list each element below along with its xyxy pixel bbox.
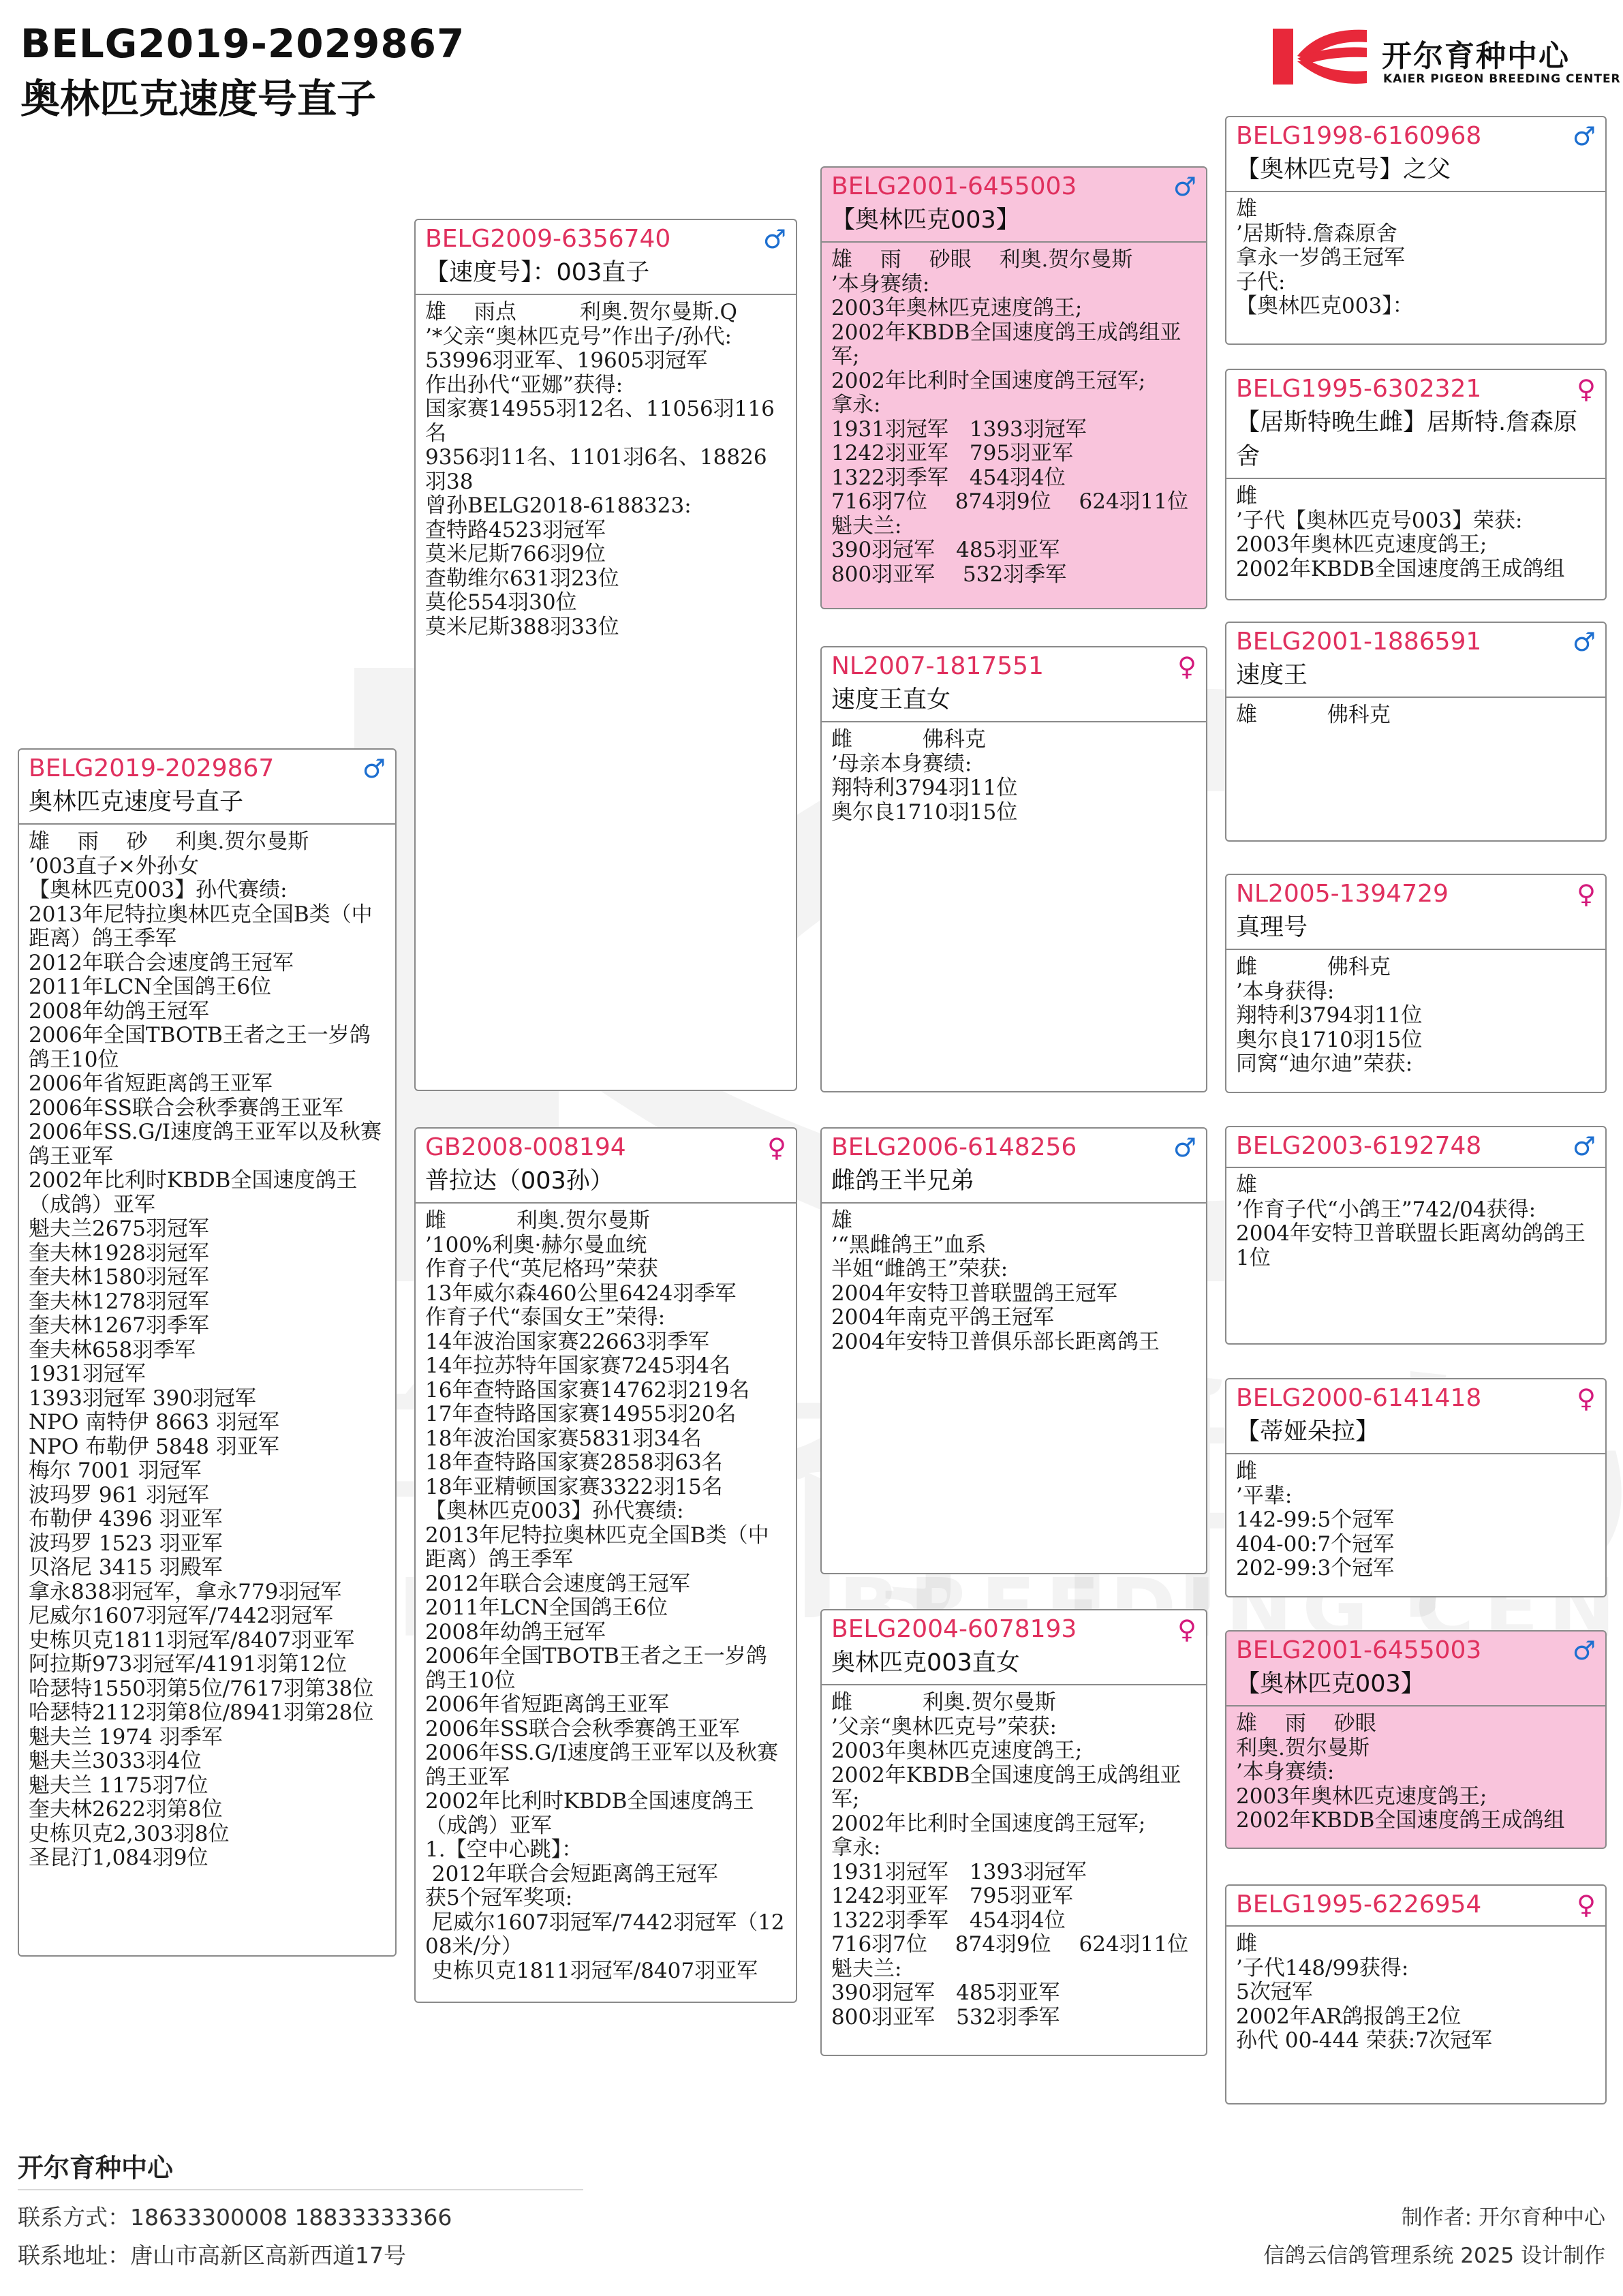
- footer-contact: 联系方式：18633300008 18833333366: [18, 2204, 452, 2231]
- male-symbol-icon: ♂: [362, 754, 386, 784]
- pigeon-name: 真理号: [1236, 914, 1308, 941]
- female-symbol-icon: ♀: [1577, 1383, 1596, 1413]
- female-symbol-icon: ♀: [1177, 652, 1196, 682]
- male-symbol-icon: ♂: [1572, 1131, 1596, 1161]
- pigeon-card-ssd[interactable]: [1225, 369, 1607, 600]
- pigeon-name: 奥林匹克速度号直子: [29, 789, 244, 816]
- ring-number: BELG2019-2029867: [29, 754, 275, 782]
- female-symbol-icon: ♀: [1177, 1614, 1196, 1644]
- pigeon-card-dss[interactable]: [1225, 1126, 1607, 1345]
- logo-text-cn: 开尔育种中心: [1382, 39, 1570, 74]
- ring-number: BELG1995-6226954: [1236, 1891, 1482, 1918]
- pigeon-name: 雌鸽王半兄弟: [831, 1167, 975, 1195]
- ring-number: BELG2006-6148256: [831, 1133, 1077, 1161]
- ring-number: BELG2001-6455003: [1236, 1636, 1482, 1664]
- page-title-name: 奥林匹克速度号直子: [20, 76, 377, 122]
- pigeon-card-dsd[interactable]: [1225, 1378, 1607, 1597]
- female-symbol-icon: ♀: [1577, 879, 1596, 909]
- pigeon-name: 【奥林匹克003】: [1236, 1670, 1425, 1698]
- ring-number: GB2008-008194: [425, 1133, 626, 1161]
- kaier-logo-icon: [1273, 26, 1368, 87]
- pigeon-notes: 雌 ’平辈: 142-99:5个冠军 404-00:7个冠军 202-99:3个冠军: [1236, 1459, 1395, 1580]
- pigeon-name: 普拉达（003孙）: [425, 1167, 614, 1195]
- pigeon-notes: 雄 ’居斯特.詹森原舍 拿永一岁鸽王冠军 子代: 【奥林匹克003】：: [1236, 197, 1414, 318]
- pigeon-name: 【奥林匹克003】: [831, 206, 1020, 234]
- pigeon-card-sss[interactable]: [1225, 116, 1607, 345]
- pigeon-card-sire-dam[interactable]: [820, 646, 1207, 1092]
- pigeon-name: 速度王: [1236, 662, 1308, 689]
- pigeon-name: 【居斯特晚生雌】居斯特.詹森原舍: [1236, 409, 1578, 470]
- ring-number: BELG2001-1886591: [1236, 628, 1482, 656]
- pigeon-notes: 雌 佛科克 ’本身获得: 翔特利3794羽11位 奥尔良1710羽15位 同窝“迪尔迪”荣获:: [1236, 955, 1423, 1076]
- pigeon-notes: 雄 雨点 利奥.贺尔曼斯.Q ’*父亲“奥林匹克号”作出子/孙代: 53996羽亚军、19605羽冠军 作出孙代“亚娜”获得: 国家赛14955羽12名、11056羽116名 9356羽11名、1101羽6名、18826羽38 曾孙BELG2018-6188323: 查特路4523羽冠军 莫米尼斯766羽9位 查勒维尔631羽23位 莫伦554羽30位 莫米尼斯388羽33位: [425, 300, 775, 639]
- male-symbol-icon: ♂: [1572, 627, 1596, 657]
- female-symbol-icon: ♀: [1577, 374, 1596, 404]
- female-symbol-icon: ♀: [1577, 1890, 1596, 1920]
- pigeon-card-ddd[interactable]: [1225, 1884, 1607, 2104]
- male-symbol-icon: ♂: [1173, 172, 1196, 202]
- pigeon-notes: 雌 ’子代【奥林匹克号003】荣获: 2003年奥林匹克速度鸽王; 2002年KBDB全国速度鸽王成鸽组: [1236, 484, 1565, 581]
- pigeon-card-dam-dam[interactable]: [820, 1609, 1207, 2056]
- pigeon-notes: 雄 雨 砂 利奥.贺尔曼斯 ’003直子×外孙女 【奥林匹克003】孙代赛绩: 2013年尼特拉奥林匹克全国B类（中距离）鸽王季军 2012年联合会速度鸽王冠军 2011年LCN全国鸽王6位 2008年幼鸽王冠军 2006年全国TBOTB王者之王一岁鸽鸽王10位 2006年省短距离鸽王亚军 2006年SS联合会秋季赛鸽王亚军 2006年SS.G/I速度鸽王亚军以及秋赛鸽王亚军 2002年比利时KBDB全国速度鸽王（成鸽）亚军 魁夫兰2675羽冠军 奎夫林1928羽冠军 奎夫林1580羽冠军 奎夫林1278羽冠军 奎夫林1267羽季军 奎夫林658羽季军 1931羽冠军 1393羽冠军 390羽冠军 NPO 南特伊 8663 羽冠军 NPO 布勒伊 5848 羽亚军 梅尔 7001 羽冠军 波玛罗 961 羽冠军 布勒伊 4396 羽亚军 波玛罗 1523 羽亚军 贝洛尼 3415 羽殿军 拿永838羽冠军，拿永779羽冠军 尼威尔1607羽冠军/7442羽冠军 史栋贝克1811羽冠军/8407羽亚军 阿拉斯973羽冠军/4191羽第12位 哈瑟特1550羽第5位/7617羽第38位 哈瑟特2112羽第8位/8941羽第28位 魁夫兰 1974 羽季军 魁夫兰3033羽4位 魁夫兰 1175羽7位 奎夫林2622羽第8位 史栋贝克2,303羽8位 圣昆汀1,084羽9位: [29, 829, 382, 1870]
- footer-address: 联系地址：唐山市高新区高新西道17号: [18, 2242, 406, 2269]
- pigeon-card-subject[interactable]: [18, 748, 397, 1957]
- pigeon-card-dam[interactable]: [414, 1127, 797, 2003]
- pigeon-notes: 雌 利奥.贺尔曼斯 ’100%利奥·赫尔曼血统 作育子代“英尼格玛”荣获 13年威尔森460公里6424羽季军 作育子代“泰国女王”荣得: 14年波治国家赛22663羽季军 14年拉苏特年国家赛7245羽4名 16年查特路国家赛14762羽219名 17年查特路国家赛14955羽20名 18年波治国家赛5831羽34名 18年查特路国家赛2858羽63名 18年亚精顿国家赛3322羽15名 【奥林匹克003】孙代赛绩: 2013年尼特拉奥林匹克全国B类（中距离）鸽王季军 2012年联合会速度鸽王冠军 2011年LCN全国鸽王6位 2008年幼鸽王冠军 2006年全国TBOTB王者之王一岁鸽鸽王10位 2006年省短距离鸽王亚军 2006年SS联合会秋季赛鸽王亚军 2006年SS.G/I速度鸽王亚军以及秋赛鸽王亚军 2002年比利时KBDB全国速度鸽王（成鸽）亚军 1.【空中心跳】： 2012年联合会短距离鸽王冠军 获5个冠军奖项: 尼威尔1607羽冠军/7442羽冠军（1208米/分） 史栋贝克1811羽冠军/8407羽亚军: [425, 1208, 785, 1983]
- logo-text-en: KAIER PIGEON BREEDING CENTER: [1383, 72, 1621, 86]
- ring-number: BELG1998-6160968: [1236, 122, 1482, 150]
- ring-number: BELG2001-6455003: [831, 172, 1077, 200]
- ring-number: BELG2000-6141418: [1236, 1384, 1482, 1412]
- ring-number: NL2007-1817551: [831, 652, 1044, 680]
- ring-number: BELG2003-6192748: [1236, 1132, 1482, 1160]
- pigeon-notes: 雌 ’子代148/99获得: 5次冠军 2002年AR鸽报鸽王2位 孙代 00-444 荣获:7次冠军: [1236, 1931, 1492, 2053]
- pigeon-name: 【奥林匹克号】之父: [1236, 156, 1451, 183]
- footer-center-name: 开尔育种中心: [18, 2153, 174, 2183]
- pigeon-card-sire[interactable]: [414, 219, 797, 1091]
- male-symbol-icon: ♂: [1572, 1636, 1596, 1666]
- footer-system: 信鸽云信鸽管理系统 2025 设计制作: [1263, 2244, 1605, 2268]
- male-symbol-icon: ♂: [762, 224, 786, 254]
- pigeon-notes: 雌 佛科克 ’母亲本身赛绩: 翔特利3794羽11位 奥尔良1710羽15位: [831, 727, 1018, 825]
- pigeon-name: 【蒂娅朵拉】: [1236, 1418, 1380, 1445]
- pigeon-card-sds[interactable]: [1225, 622, 1607, 842]
- ring-number: BELG2009-6356740: [425, 225, 671, 253]
- ring-number: BELG2004-6078193: [831, 1615, 1077, 1643]
- pigeon-card-sdd[interactable]: [1225, 874, 1607, 1093]
- pigeon-notes: 雄 佛科克: [1236, 703, 1391, 727]
- pigeon-notes: 雄 雨 砂眼 利奥.贺尔曼斯 ’本身赛绩: 2003年奥林匹克速度鸽王; 2002年KBDB全国速度鸽王成鸽组: [1236, 1711, 1565, 1833]
- footer-divider: [18, 2189, 583, 2190]
- pigeon-card-sire-sire[interactable]: [820, 166, 1207, 609]
- page-title-ring: BELG2019-2029867: [20, 20, 465, 67]
- pigeon-notes: 雄 雨 砂眼 利奥.贺尔曼斯 ’本身赛绩: 2003年奥林匹克速度鸽王; 2002年KBDB全国速度鸽王成鸽组亚军; 2002年比利时全国速度鸽王冠军; 拿永: 1931羽冠军 1393羽冠军 1242羽亚军 795羽亚军 1322羽季军 454羽4位 716羽7位 874羽9位 624羽11位 魁夫兰: 390羽冠军 485羽亚军 800羽亚军 532羽季军: [831, 247, 1189, 587]
- pigeon-name: 奥林匹克003直女: [831, 1649, 1020, 1677]
- pigeon-notes: 雌 利奥.贺尔曼斯 ’父亲“奥林匹克号”荣获: 2003年奥林匹克速度鸽王; 2002年KBDB全国速度鸽王成鸽组亚军; 2002年比利时全国速度鸽王冠军; 拿永: 1931羽冠军 1393羽冠军 1242羽亚军 795羽亚军 1322羽季军 454羽4位 716羽7位 874羽9位 624羽11位 魁夫兰: 390羽冠军 485羽亚军 800羽亚军 532羽季军: [831, 1690, 1189, 2030]
- brand-logo: [1273, 26, 1621, 94]
- pigeon-notes: 雄 ’作育子代“小鸽王”742/04获得: 2004年安特卫普联盟长距离幼鸽鸽王1位: [1236, 1173, 1586, 1270]
- male-symbol-icon: ♂: [1572, 121, 1596, 151]
- pigeon-name: 速度王直女: [831, 686, 951, 714]
- ring-number: NL2005-1394729: [1236, 880, 1449, 908]
- pigeon-notes: 雄 ’“黑雌鸽王”血系 半姐“雌鸽王”荣获: 2004年安特卫普联盟鸽王冠军 2004年南克平鸽王冠军 2004年安特卫普俱乐部长距离鸽王: [831, 1208, 1160, 1354]
- female-symbol-icon: ♀: [767, 1133, 786, 1163]
- footer-maker: 制作者: 开尔育种中心: [1401, 2205, 1605, 2230]
- pigeon-name: 【速度号】：003直子: [425, 259, 650, 286]
- pigeon-card-dam-sire[interactable]: [820, 1127, 1207, 1574]
- pigeon-card-dds[interactable]: [1225, 1630, 1607, 1849]
- ring-number: BELG1995-6302321: [1236, 375, 1482, 403]
- male-symbol-icon: ♂: [1173, 1133, 1196, 1163]
